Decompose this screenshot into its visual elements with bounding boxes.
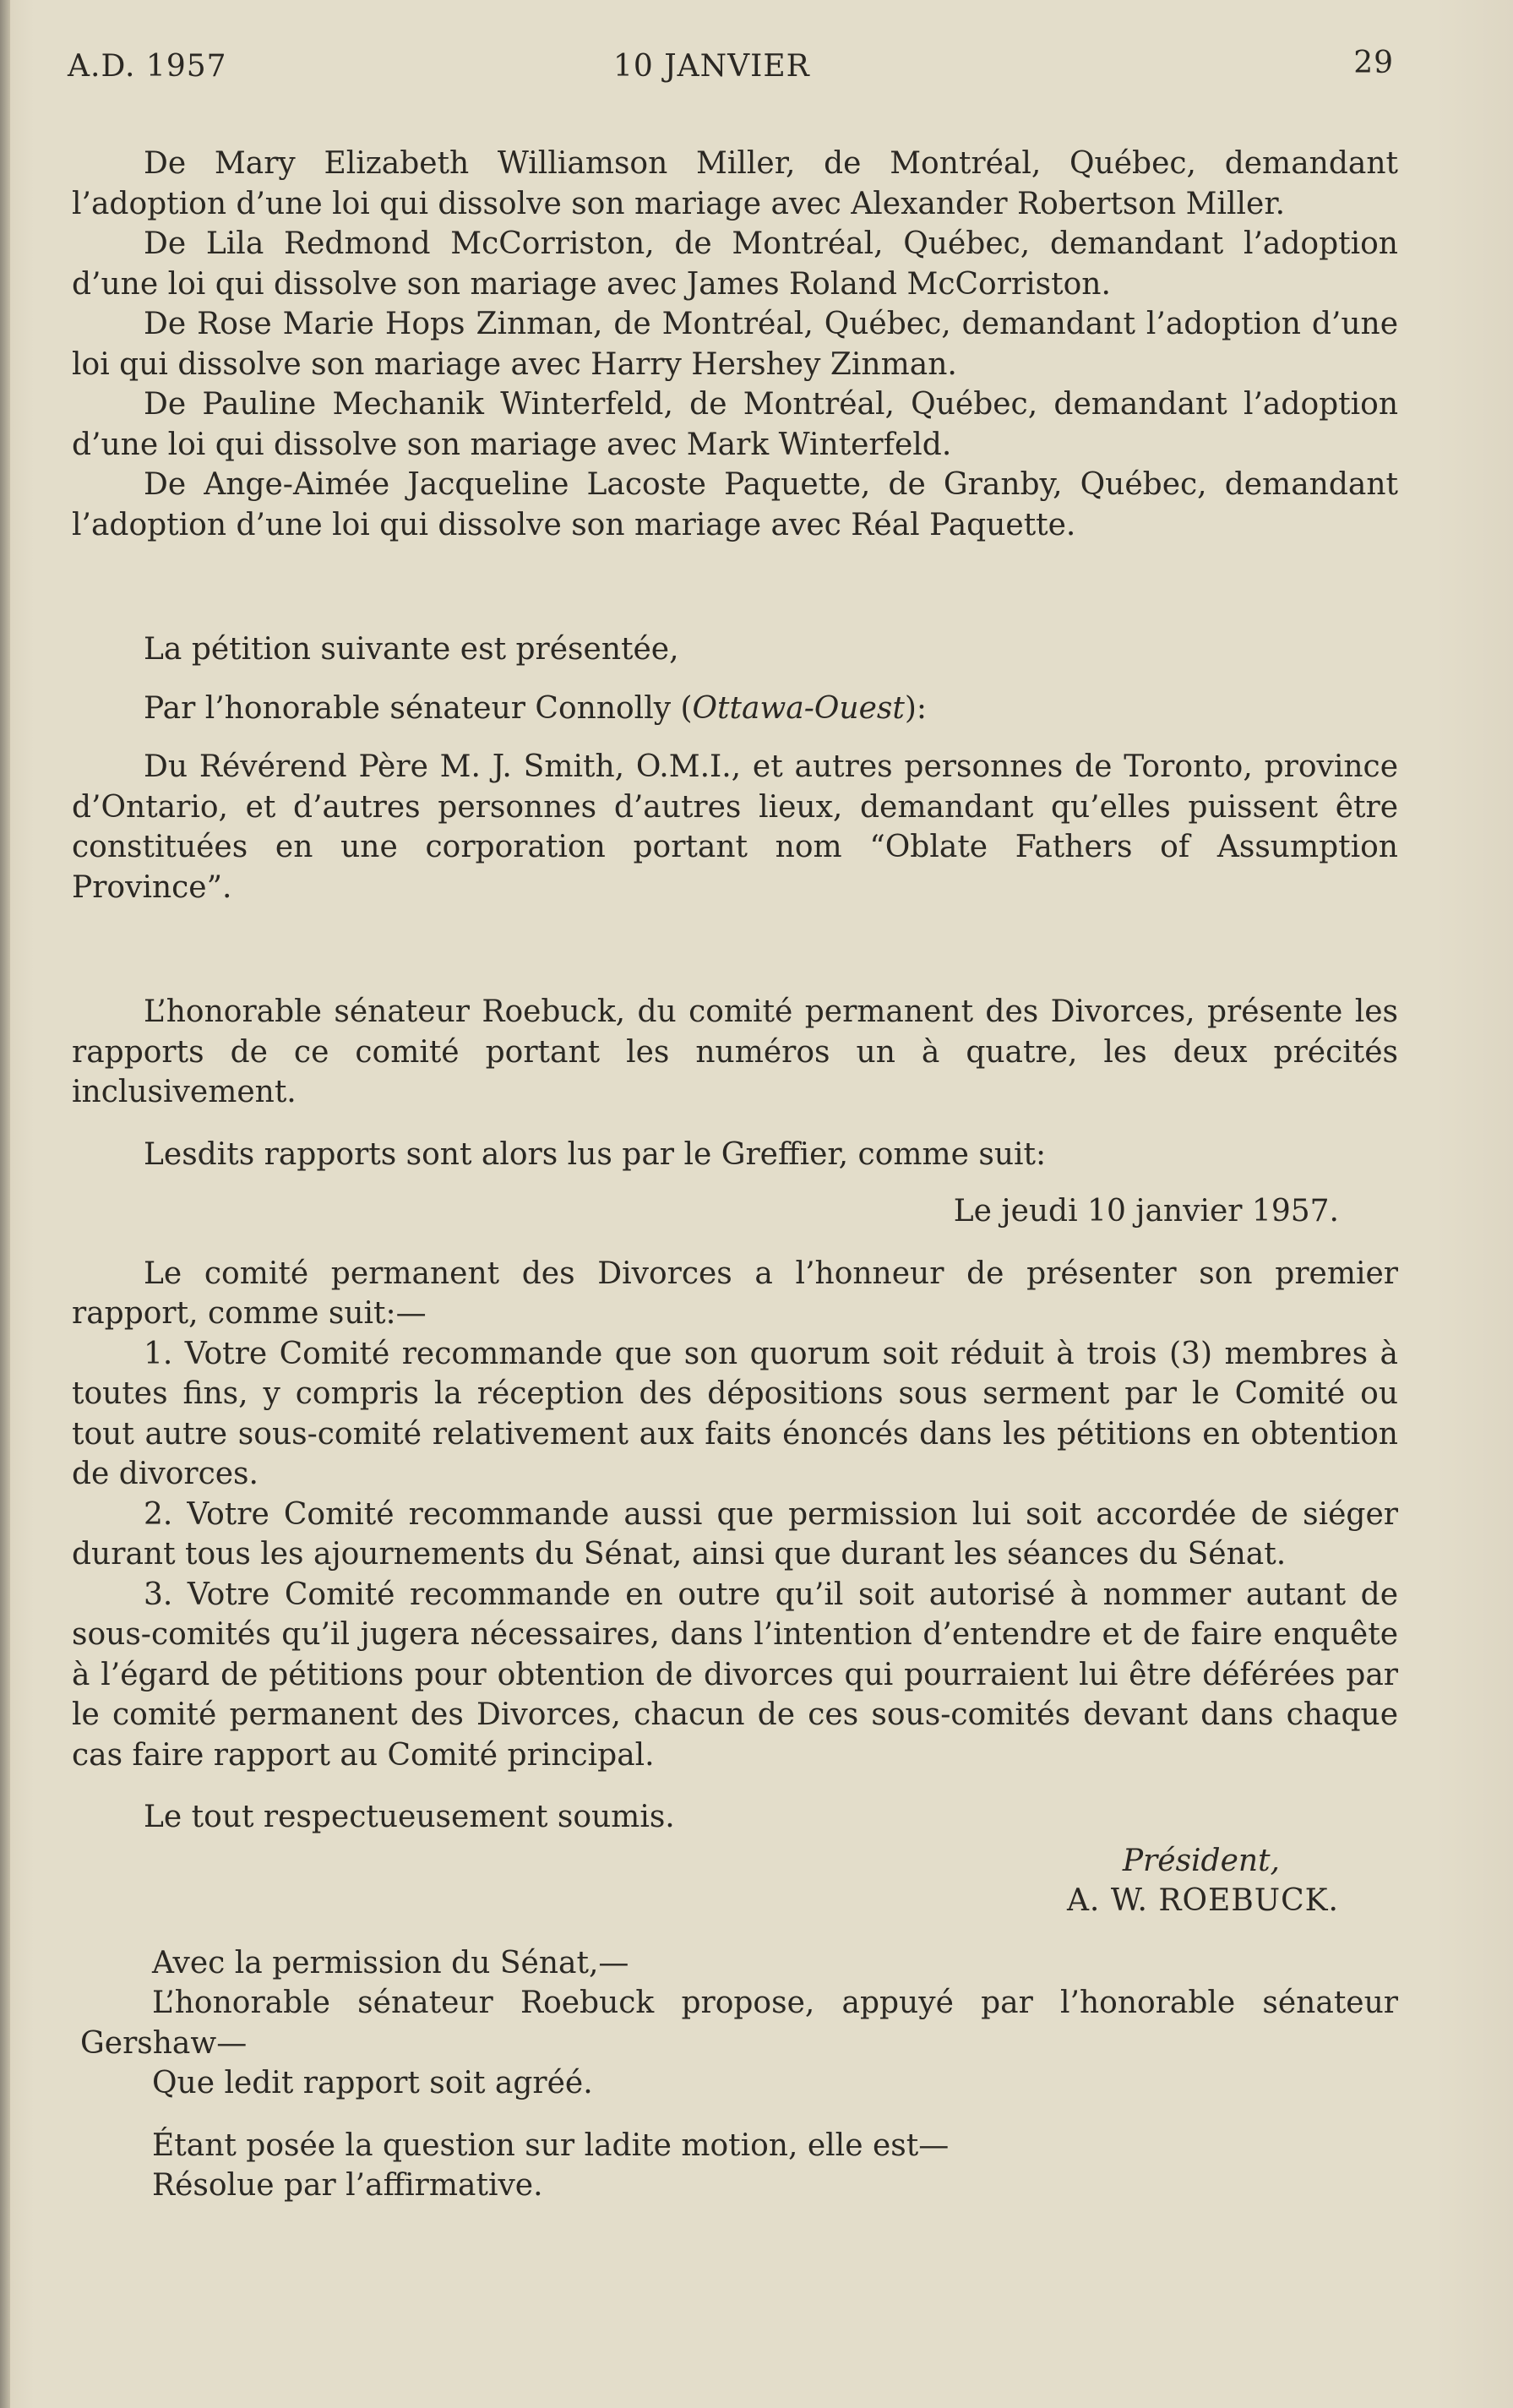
header-year: A.D. 1957 <box>68 49 227 84</box>
report-item: 3. Votre Comité recommande en outre qu’il soit autorisé à nommer autant de sous-comités qu’il jugera nécessaires, dans l’intention d’entendre et de faire enquête à l’égard de pétitions pour obtention de divorces qui pourraient lui être déférées par le comité permanent des Divorces, chacun de ces sous-comités devant dans chaque cas faire rapport au Comité principal. <box>72 1577 1398 1773</box>
petition-intro: La pétition suivante est présentée, <box>144 632 679 667</box>
report-intro: Le comité permanent des Divorces a l’honneur de présenter son premier rapport, comme suit:— <box>72 1256 1398 1331</box>
header-date: 10 JANVIER <box>613 49 810 84</box>
petition-paragraph: De Pauline Mechanik Winterfeld, de Montréal, Québec, demandant l’adoption d’une loi qui dissolve son mariage avec Mark Winterfeld. <box>72 387 1398 462</box>
motion-question: Étant posée la question sur ladite motion, elle est— <box>152 2127 950 2163</box>
page-body <box>72 144 1398 2206</box>
reports-read: Lesdits rapports sont alors lus par le Greffier, comme suit: <box>144 1136 1047 1172</box>
binding-edge <box>0 0 10 2408</box>
senator-line-prefix: Par l’honorable sénateur Connolly ( <box>144 690 693 726</box>
submitted-line: Le tout respectueusement soumis. <box>144 1800 675 1834</box>
report-item: 2. Votre Comité recommande aussi que permission lui soit accordée de siéger durant tous les ajournements du Sénat, ainsi que durant les séances du Sénat. <box>72 1496 1398 1572</box>
petition-paragraph: De Lila Redmond McCorriston, de Montréal, Québec, demandant l’adoption d’une loi qui dissolve son mariage avec James Roland McCorriston. <box>72 226 1398 302</box>
petition-paragraph: De Ange-Aimée Jacqueline Lacoste Paquette, de Granby, Québec, demandant l’adoption d’une loi qui dissolve son mariage avec Réal Paquette. <box>72 467 1398 542</box>
report-item: 1. Votre Comité recommande que son quorum soit réduit à trois (3) membres à toutes fins, y compris la réception des dépositions sous serment par le Comité ou tout autre sous-comité relativement aux faits énoncés dans les pétitions en obtention de divorces. <box>72 1336 1398 1491</box>
running-head <box>68 46 1394 90</box>
page-number: 29 <box>1353 46 1394 80</box>
oblate-petition: Du Révérend Père M. J. Smith, O.M.I., et autres personnes de Toronto, province d’Ontario, et d’autres personnes d’autres lieux, demandant qu’elles puissent être constituées en une corporation portant nom “Oblate Fathers of Assumption Province”. <box>72 749 1398 905</box>
signature-name: A. W. ROEBUCK. <box>1066 1883 1339 1918</box>
motion-resolved: Résolue par l’affirmative. <box>152 2168 543 2203</box>
petition-paragraph: De Rose Marie Hops Zinman, de Montréal, Québec, demandant l’adoption d’une loi qui dissolve son mariage avec Harry Hershey Zinman. <box>72 307 1398 382</box>
motion-proposal: L’honorable sénateur Roebuck propose, appuyé par l’honorable sénateur Gershaw— <box>80 1986 1398 2061</box>
petition-paragraph: De Mary Elizabeth Williamson Miller, de Montréal, Québec, demandant l’adoption d’une loi qui dissolve son mariage avec Alexander Robertson Miller. <box>72 146 1398 221</box>
senator-line-suffix: ): <box>904 690 928 726</box>
motion-permission: Avec la permission du Sénat,— <box>152 1945 629 1980</box>
report-date: Le jeudi 10 janvier 1957. <box>953 1194 1339 1229</box>
motion-agree: Que ledit rapport soit agréé. <box>152 2066 593 2100</box>
roebuck-report: L’honorable sénateur Roebuck, du comité permanent des Divorces, présente les rapports de ce comité portant les numéros un à quatre, les deux précités inclusivement. <box>72 994 1398 1109</box>
senator-line <box>72 689 1398 729</box>
senator-division: Ottawa-Ouest <box>692 690 905 726</box>
signature-title: Président, <box>1122 1843 1280 1878</box>
